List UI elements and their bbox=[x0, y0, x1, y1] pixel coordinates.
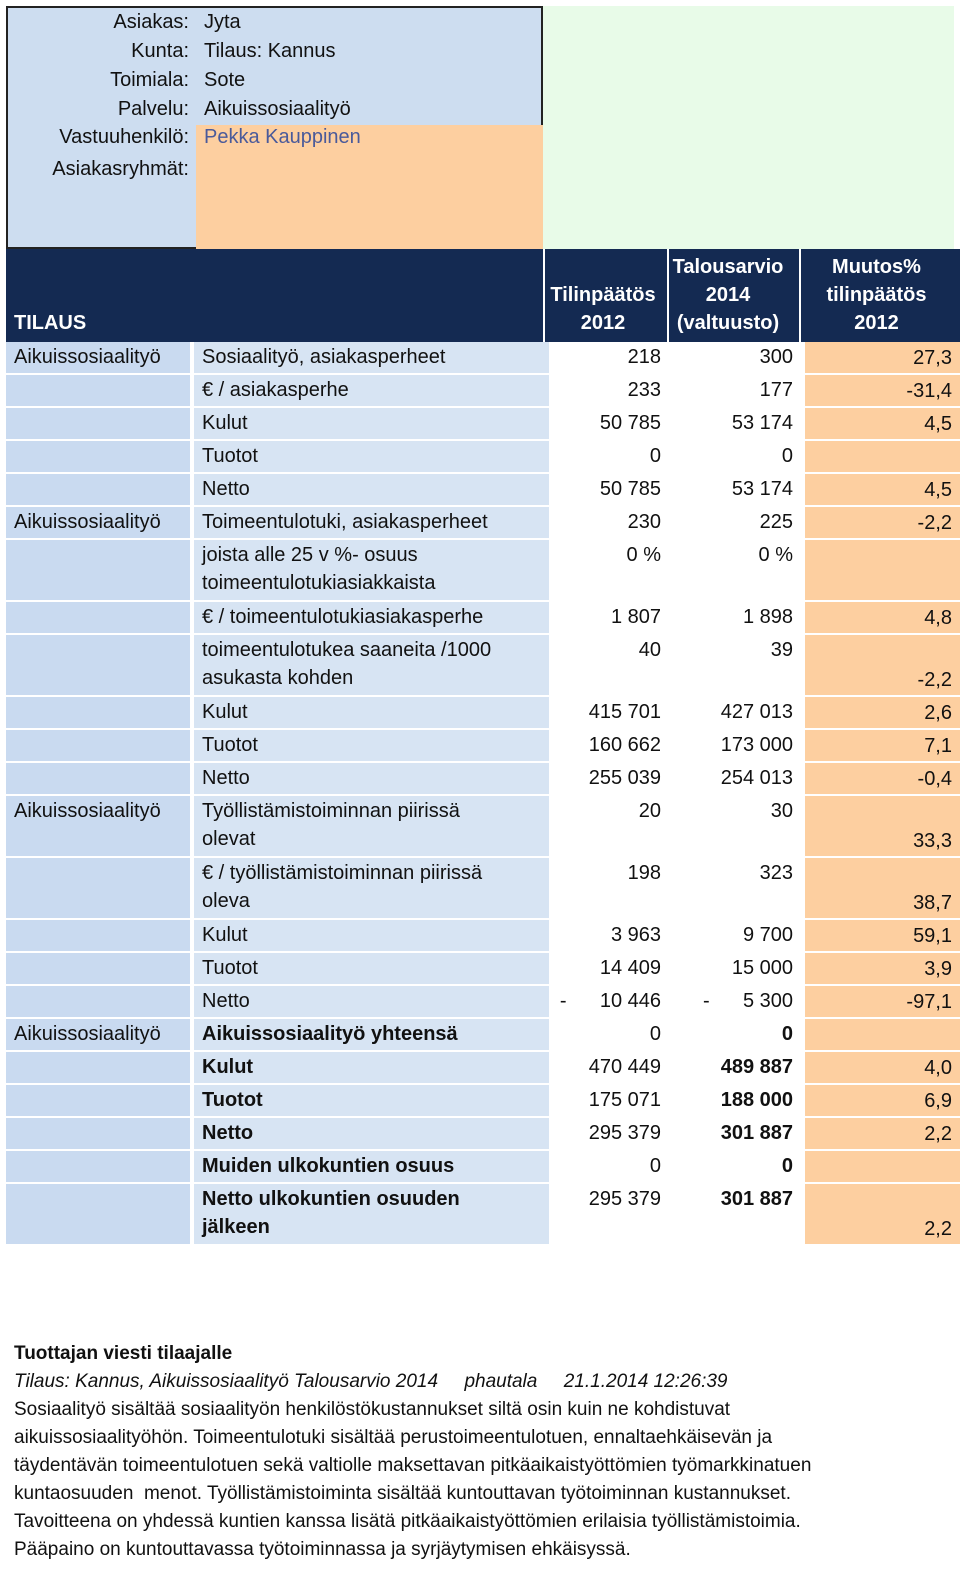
info-value: Tilaus: Kannus bbox=[204, 40, 336, 62]
table-row bbox=[6, 858, 960, 918]
cell-description bbox=[194, 635, 549, 695]
description-text: Kulut bbox=[202, 1056, 254, 1078]
cell-description bbox=[194, 375, 549, 406]
description-text: Tuotot bbox=[202, 1089, 263, 1111]
value-2014: 15 000 bbox=[731, 957, 793, 979]
value-2012: 233 bbox=[627, 379, 661, 401]
change-percent: 4,5 bbox=[924, 413, 952, 435]
cell-category bbox=[6, 986, 190, 1017]
cell-muutos bbox=[805, 697, 960, 728]
description-text: Tuotot bbox=[202, 445, 258, 467]
cell-muutos bbox=[805, 474, 960, 505]
cell-muutos bbox=[805, 342, 960, 373]
table-row bbox=[6, 1052, 960, 1083]
cell-talousarvio bbox=[673, 858, 801, 918]
cell-muutos bbox=[805, 920, 960, 951]
table-row bbox=[6, 1151, 960, 1182]
cell-category bbox=[6, 375, 190, 406]
cell-talousarvio bbox=[673, 1184, 801, 1244]
info-key: Asiakasryhmät: bbox=[52, 158, 189, 180]
description-text: Netto bbox=[202, 990, 250, 1012]
info-key: Kunta: bbox=[131, 40, 189, 62]
cell-category bbox=[6, 342, 190, 373]
cell-tilinpaatos bbox=[549, 540, 669, 600]
category-label: Aikuissosiaalityö bbox=[14, 511, 161, 533]
message-line: Pääpaino on kuntouttavassa työtoiminnassa ja syrjäytymisen ehkäisyssä. bbox=[14, 1539, 631, 1560]
info-row bbox=[0, 123, 960, 151]
table-row bbox=[6, 441, 960, 472]
table-row bbox=[6, 540, 960, 600]
producer-message bbox=[14, 1340, 950, 1564]
info-key: Vastuuhenkilö: bbox=[59, 126, 189, 148]
value-2012: 160 662 bbox=[588, 734, 661, 756]
description-text: Aikuissosiaalityö yhteensä bbox=[202, 1023, 458, 1045]
cell-description bbox=[194, 1184, 549, 1244]
cell-talousarvio bbox=[673, 1118, 801, 1149]
value-2014: 323 bbox=[759, 862, 793, 884]
table-row bbox=[6, 602, 960, 633]
value-2012: - 10 446 bbox=[559, 990, 661, 1012]
value-2014: 0 bbox=[781, 1155, 793, 1177]
cell-category bbox=[6, 474, 190, 505]
cell-muutos bbox=[805, 1052, 960, 1083]
cell-category bbox=[6, 408, 190, 439]
message-line: Sosiaalityö sisältää sosiaalityön henkilöstökustannukset siltä osin kuin ne kohdistuvat bbox=[14, 1399, 731, 1420]
value-2014: 173 000 bbox=[720, 734, 793, 756]
cell-description bbox=[194, 342, 549, 373]
cell-tilinpaatos bbox=[549, 441, 669, 472]
table-row bbox=[6, 1118, 960, 1149]
cell-description bbox=[194, 730, 549, 761]
cell-talousarvio bbox=[673, 540, 801, 600]
change-percent: 4,5 bbox=[924, 479, 952, 501]
cell-tilinpaatos bbox=[549, 375, 669, 406]
description-text: Netto bbox=[202, 1122, 254, 1144]
value-2012: 14 409 bbox=[599, 957, 661, 979]
description-text: Muiden ulkokuntien osuus bbox=[202, 1155, 455, 1177]
cell-tilinpaatos bbox=[549, 1184, 669, 1244]
description-text: Kulut bbox=[202, 701, 248, 723]
value-2014: 53 174 bbox=[731, 412, 793, 434]
description-text: olevat bbox=[202, 828, 256, 850]
table-row bbox=[6, 474, 960, 505]
description-text: Kulut bbox=[202, 924, 248, 946]
description-text: Työllistämistoiminnan piirissä bbox=[202, 800, 460, 822]
cell-talousarvio bbox=[673, 953, 801, 984]
cell-description bbox=[194, 408, 549, 439]
cell-tilinpaatos bbox=[549, 858, 669, 918]
header-muutos: Muutos% tilinpäätös 2012 bbox=[826, 256, 927, 334]
cell-talousarvio bbox=[673, 441, 801, 472]
cell-category bbox=[6, 730, 190, 761]
cell-description bbox=[194, 1085, 549, 1116]
value-2012: 20 bbox=[638, 800, 661, 822]
cell-category bbox=[6, 858, 190, 918]
table-row bbox=[6, 986, 960, 1017]
value-2012: 198 bbox=[627, 862, 661, 884]
value-2012: 50 785 bbox=[599, 478, 661, 500]
info-value: Sote bbox=[204, 69, 246, 91]
value-2014: 427 013 bbox=[720, 701, 793, 723]
cell-category bbox=[6, 763, 190, 794]
cell-muutos bbox=[805, 1019, 960, 1050]
value-2012: 0 bbox=[649, 445, 661, 467]
message-title: Tuottajan viesti tilaajalle bbox=[14, 1343, 233, 1364]
cell-category bbox=[6, 1019, 190, 1050]
table-row bbox=[6, 697, 960, 728]
cell-tilinpaatos bbox=[549, 697, 669, 728]
value-2014: 254 013 bbox=[720, 767, 793, 789]
cell-description bbox=[194, 697, 549, 728]
change-percent: 6,9 bbox=[924, 1090, 952, 1112]
value-2014: 39 bbox=[770, 639, 793, 661]
cell-muutos bbox=[805, 986, 960, 1017]
cell-muutos bbox=[805, 540, 960, 600]
cell-muutos bbox=[805, 1085, 960, 1116]
change-percent: 4,8 bbox=[924, 607, 952, 629]
cell-tilinpaatos bbox=[549, 953, 669, 984]
cell-muutos bbox=[805, 1184, 960, 1244]
info-row bbox=[0, 37, 960, 65]
cell-talousarvio bbox=[673, 1019, 801, 1050]
value-2012: 218 bbox=[627, 346, 661, 368]
cell-description bbox=[194, 602, 549, 633]
header-tilinpaatos: Tilinpäätös 2012 bbox=[550, 284, 656, 334]
change-percent: 59,1 bbox=[913, 925, 952, 947]
cell-tilinpaatos bbox=[549, 1019, 669, 1050]
header-talousarvio: Talousarvio 2014 (valtuusto) bbox=[672, 256, 784, 334]
table-row bbox=[6, 1019, 960, 1050]
value-2014: 301 887 bbox=[720, 1188, 793, 1210]
description-text: jälkeen bbox=[202, 1216, 270, 1238]
cell-talousarvio bbox=[673, 1085, 801, 1116]
value-2012: 415 701 bbox=[588, 701, 661, 723]
message-body bbox=[14, 1396, 950, 1564]
cell-talousarvio bbox=[673, 920, 801, 951]
change-percent: -2,2 bbox=[917, 669, 952, 691]
cell-muutos bbox=[805, 408, 960, 439]
cell-talousarvio bbox=[673, 796, 801, 856]
cell-description bbox=[194, 1019, 549, 1050]
cell-tilinpaatos bbox=[549, 1118, 669, 1149]
row-divider bbox=[6, 1244, 960, 1246]
cell-category bbox=[6, 796, 190, 856]
cell-category bbox=[6, 540, 190, 600]
cell-description bbox=[194, 1052, 549, 1083]
change-percent: -2,2 bbox=[917, 512, 952, 534]
value-2012: 40 bbox=[638, 639, 661, 661]
cell-talousarvio bbox=[673, 408, 801, 439]
category-label: Aikuissosiaalityö bbox=[14, 1023, 161, 1045]
info-key: Palvelu: bbox=[117, 98, 189, 120]
cell-description bbox=[194, 441, 549, 472]
cell-muutos bbox=[805, 602, 960, 633]
description-text: € / asiakasperhe bbox=[202, 379, 349, 401]
info-row bbox=[0, 8, 960, 36]
value-2014: 300 bbox=[759, 346, 793, 368]
table-row bbox=[6, 1085, 960, 1116]
cell-tilinpaatos bbox=[549, 342, 669, 373]
value-2014: 0 bbox=[781, 1023, 793, 1045]
description-text: Sosiaalityö, asiakasperheet bbox=[202, 346, 446, 368]
value-2012: 0 % bbox=[626, 544, 661, 566]
description-text: asukasta kohden bbox=[202, 667, 354, 689]
cell-description bbox=[194, 953, 549, 984]
cell-description bbox=[194, 920, 549, 951]
category-label: Aikuissosiaalityö bbox=[14, 346, 161, 368]
cell-muutos bbox=[805, 796, 960, 856]
table-row bbox=[6, 375, 960, 406]
cell-category bbox=[6, 1184, 190, 1244]
cell-description bbox=[194, 986, 549, 1017]
table-row bbox=[6, 342, 960, 373]
table-row bbox=[6, 920, 960, 951]
cell-talousarvio bbox=[673, 986, 801, 1017]
value-2014: 301 887 bbox=[720, 1122, 793, 1144]
value-2012: 230 bbox=[627, 511, 661, 533]
cell-talousarvio bbox=[673, 1151, 801, 1182]
cell-category bbox=[6, 1052, 190, 1083]
cell-tilinpaatos bbox=[549, 1085, 669, 1116]
cell-muutos bbox=[805, 441, 960, 472]
description-text: Netto bbox=[202, 478, 250, 500]
description-text: Netto bbox=[202, 767, 250, 789]
cell-tilinpaatos bbox=[549, 796, 669, 856]
description-text: Kulut bbox=[202, 412, 248, 434]
value-2014: 1 898 bbox=[742, 606, 793, 628]
table-row bbox=[6, 953, 960, 984]
cell-tilinpaatos bbox=[549, 730, 669, 761]
value-2012: 0 bbox=[649, 1023, 661, 1045]
table-row bbox=[6, 1184, 960, 1244]
cell-tilinpaatos bbox=[549, 408, 669, 439]
cell-talousarvio bbox=[673, 763, 801, 794]
table-row bbox=[6, 763, 960, 794]
value-2012: 3 963 bbox=[610, 924, 661, 946]
cell-description bbox=[194, 1118, 549, 1149]
value-2012: 295 379 bbox=[588, 1122, 661, 1144]
cell-talousarvio bbox=[673, 342, 801, 373]
cell-category bbox=[6, 1151, 190, 1182]
message-meta: Tilaus: Kannus, Aikuissosiaalityö Talousarvio 2014 phautala 21.1.2014 12:26:39 bbox=[14, 1371, 728, 1392]
cell-tilinpaatos bbox=[549, 1151, 669, 1182]
value-2014: 188 000 bbox=[720, 1089, 793, 1111]
cell-muutos bbox=[805, 1151, 960, 1182]
cell-category bbox=[6, 1118, 190, 1149]
cell-category bbox=[6, 953, 190, 984]
value-2012: 255 039 bbox=[588, 767, 661, 789]
header-tilaus: TILAUS bbox=[14, 312, 87, 334]
value-2014: 0 bbox=[781, 445, 793, 467]
cell-muutos bbox=[805, 730, 960, 761]
cell-tilinpaatos bbox=[549, 507, 669, 538]
cell-description bbox=[194, 540, 549, 600]
message-line: täydentävän toimeentulotuen sekä valtiolle maksettavan pitkäaikaistyöttömien työmarkkinatuen bbox=[14, 1455, 812, 1476]
cell-tilinpaatos bbox=[549, 602, 669, 633]
info-row bbox=[0, 66, 960, 94]
cell-description bbox=[194, 796, 549, 856]
cell-tilinpaatos bbox=[549, 635, 669, 695]
cell-category bbox=[6, 697, 190, 728]
cell-category bbox=[6, 602, 190, 633]
description-text: Netto ulkokuntien osuuden bbox=[202, 1188, 460, 1210]
value-2012: 50 785 bbox=[599, 412, 661, 434]
change-percent: -31,4 bbox=[906, 380, 952, 402]
table-row bbox=[6, 408, 960, 439]
change-percent: -0,4 bbox=[917, 768, 952, 790]
cell-muutos bbox=[805, 1118, 960, 1149]
cell-talousarvio bbox=[673, 635, 801, 695]
info-row bbox=[0, 155, 960, 183]
info-row bbox=[0, 95, 960, 123]
change-percent: 2,2 bbox=[924, 1218, 952, 1240]
cell-tilinpaatos bbox=[549, 763, 669, 794]
value-2012: 175 071 bbox=[588, 1089, 661, 1111]
message-line: aikuissosiaalityöhön. Toimeentulotuki sisältää perustoimeentulotuen, ennaltaehkäisevän ja bbox=[14, 1427, 773, 1448]
change-percent: 3,9 bbox=[924, 958, 952, 980]
value-2012: 1 807 bbox=[610, 606, 661, 628]
cell-description bbox=[194, 507, 549, 538]
info-value: Jyta bbox=[204, 11, 241, 33]
cell-tilinpaatos bbox=[549, 920, 669, 951]
table-row bbox=[6, 507, 960, 538]
table-header bbox=[6, 249, 960, 342]
cell-muutos bbox=[805, 858, 960, 918]
description-text: Tuotot bbox=[202, 734, 258, 756]
info-key: Asiakas: bbox=[113, 11, 189, 33]
cell-description bbox=[194, 474, 549, 505]
cell-talousarvio bbox=[673, 602, 801, 633]
cell-muutos bbox=[805, 953, 960, 984]
cell-muutos bbox=[805, 375, 960, 406]
value-2014: 9 700 bbox=[742, 924, 793, 946]
cell-muutos bbox=[805, 763, 960, 794]
value-2012: 0 bbox=[649, 1155, 661, 1177]
change-percent: 38,7 bbox=[913, 892, 952, 914]
value-2014: 225 bbox=[759, 511, 793, 533]
description-text: toimeentulotukiasiakkaista bbox=[202, 572, 436, 594]
value-2012: 295 379 bbox=[588, 1188, 661, 1210]
cell-description bbox=[194, 858, 549, 918]
value-2014: - 5 300 bbox=[702, 990, 793, 1012]
description-text: € / työllistämistoiminnan piirissä bbox=[202, 862, 483, 884]
info-key: Toimiala: bbox=[110, 69, 189, 91]
message-line: kuntaosuuden menot. Työllistämistoiminta sisältää kuntouttavan työtoiminnan kustannukset. bbox=[14, 1483, 791, 1504]
cell-muutos bbox=[805, 635, 960, 695]
cell-category bbox=[6, 1085, 190, 1116]
description-text: € / toimeentulotukiasiakasperhe bbox=[202, 606, 484, 628]
change-percent: 2,6 bbox=[924, 702, 952, 724]
message-line: Tavoitteena on yhdessä kuntien kanssa lisätä pitkäaikaistyöttömien erilaisia työllistämistoimia. bbox=[14, 1511, 801, 1532]
cell-tilinpaatos bbox=[549, 986, 669, 1017]
cell-tilinpaatos bbox=[549, 1052, 669, 1083]
value-2014: 53 174 bbox=[731, 478, 793, 500]
cell-muutos bbox=[805, 507, 960, 538]
value-2014: 0 % bbox=[758, 544, 793, 566]
table-row bbox=[6, 635, 960, 695]
description-text: Toimeentulotuki, asiakasperheet bbox=[202, 511, 488, 533]
table-row bbox=[6, 796, 960, 856]
cell-talousarvio bbox=[673, 507, 801, 538]
value-2012: 470 449 bbox=[588, 1056, 661, 1078]
change-percent: 4,0 bbox=[924, 1057, 952, 1079]
description-text: oleva bbox=[202, 890, 250, 912]
change-percent: 2,2 bbox=[924, 1123, 952, 1145]
cell-talousarvio bbox=[673, 730, 801, 761]
table-row bbox=[6, 730, 960, 761]
category-label: Aikuissosiaalityö bbox=[14, 800, 161, 822]
cell-talousarvio bbox=[673, 697, 801, 728]
change-percent: 33,3 bbox=[913, 830, 952, 852]
info-value: Aikuissosiaalityö bbox=[204, 98, 351, 120]
value-2014: 177 bbox=[759, 379, 793, 401]
cell-talousarvio bbox=[673, 375, 801, 406]
cell-category bbox=[6, 635, 190, 695]
cell-talousarvio bbox=[673, 474, 801, 505]
change-percent: 7,1 bbox=[924, 735, 952, 757]
description-text: Tuotot bbox=[202, 957, 258, 979]
cell-talousarvio bbox=[673, 1052, 801, 1083]
value-2014: 30 bbox=[770, 800, 793, 822]
description-text: toimeentulotukea saaneita /1000 bbox=[202, 639, 492, 661]
description-text: joista alle 25 v %- osuus bbox=[202, 544, 418, 566]
cell-category bbox=[6, 507, 190, 538]
change-percent: 27,3 bbox=[913, 347, 952, 369]
change-percent: -97,1 bbox=[906, 991, 952, 1013]
cell-tilinpaatos bbox=[549, 474, 669, 505]
info-value: Pekka Kauppinen bbox=[204, 126, 361, 148]
cell-description bbox=[194, 763, 549, 794]
cell-category bbox=[6, 920, 190, 951]
cell-category bbox=[6, 441, 190, 472]
cell-description bbox=[194, 1151, 549, 1182]
value-2014: 489 887 bbox=[720, 1056, 793, 1078]
